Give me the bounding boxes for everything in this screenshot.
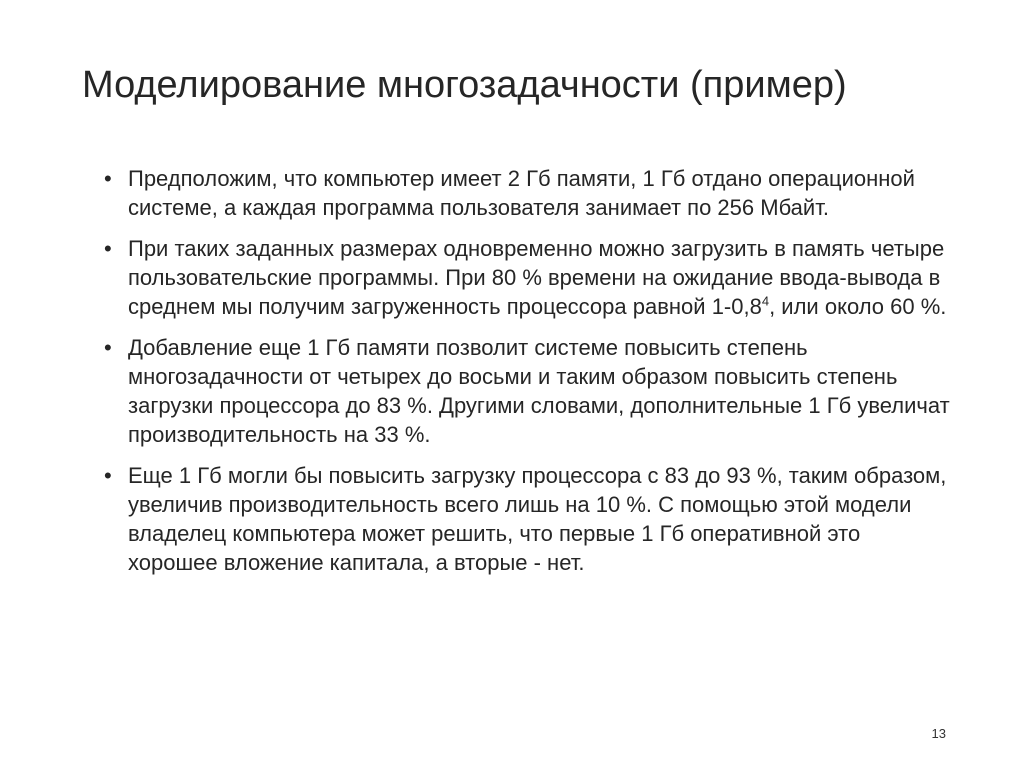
bullet-mark: • <box>104 463 112 488</box>
bullet-item-2 <box>104 234 954 321</box>
slide-title: Моделирование многозадачности (пример) <box>82 64 847 106</box>
bullet-text-2-before: При таких заданных размерах одновременно можно загрузить в память четыре пользовательские программы. При 80 % времени на ожидание ввода-вывода в среднем мы получим загруженность процессора равной 1-0,8 <box>128 236 945 319</box>
bullet-text-2 <box>128 236 946 319</box>
bullet-text-4: Еще 1 Гб могли бы повысить загрузку процессора с 83 до 93 %, таким образом, увеличив производительность всего лишь на 10 %. С помощью этой модели владелец компьютера может решить, что первые 1 Гб оперативной это хорошее вложение капитала, а вторые - нет. <box>128 463 947 575</box>
bullet-item-1 <box>104 164 954 222</box>
page-number: 13 <box>931 726 946 741</box>
bullet-list <box>104 164 954 589</box>
bullet-mark: • <box>104 166 112 191</box>
bullet-text-3: Добавление еще 1 Гб памяти позволит системе повысить степень многозадачности от четырех до восьми и таким образом повысить степень загрузки процессора до 83 %. Другими словами, дополнительные 1 Гб увеличат производительность на 33 %. <box>128 335 950 447</box>
bullet-mark: • <box>104 335 112 360</box>
bullet-item-4 <box>104 461 954 577</box>
bullet-mark: • <box>104 236 112 261</box>
bullet-text-1: Предположим, что компьютер имеет 2 Гб памяти, 1 Гб отдано операционной системе, а каждая программа пользователя занимает по 256 Мбайт. <box>128 166 915 220</box>
bullet-item-3 <box>104 333 954 449</box>
exponent-superscript: 4 <box>761 293 770 309</box>
bullet-text-2-after: , или около 60 %. <box>769 294 947 319</box>
